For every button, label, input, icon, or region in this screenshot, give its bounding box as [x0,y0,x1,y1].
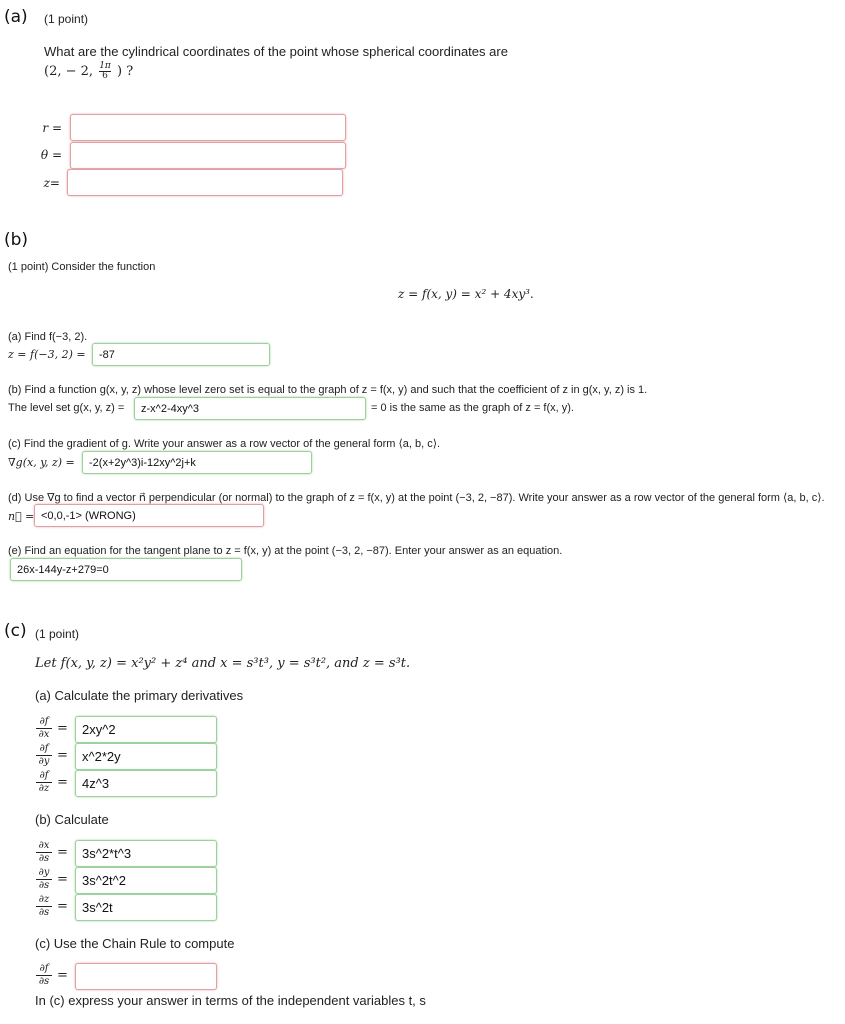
equals-sign: = [57,899,68,914]
qb-input[interactable]: z-x^2-4xy^3 [134,397,366,420]
z-label: z= [43,176,60,190]
qb-label: The level set g(x, y, z) = [8,402,125,414]
section-b-label: (b) [4,230,29,250]
partial-f-z-input[interactable]: 4z^3 [75,770,217,797]
theta-label: θ = [40,148,62,162]
qe-prompt: (e) Find an equation for the tangent plane to z = f(x, y) at the point (−3, 2, −87). Enter your answer as an equation. [8,545,563,557]
qc-label: ∇g(x, y, z) = [8,456,75,469]
qa-input[interactable]: -87 [92,343,270,366]
spherical-coordinates: (2, − 2, $\frac{1\pi}{6}$ ) ? [44,61,134,81]
r-input[interactable] [70,114,346,141]
partial-x-s-fraction: $\frac{\partial x}{\partial s}$ [36,841,52,864]
partial-f-s-fraction: $\frac{\partial f}{\partial s}$ [36,964,52,987]
part-c-note: In (c) express your answer in terms of the independent variables t, s [35,993,426,1008]
qd-input[interactable]: <0,0,-1> (WRONG) [34,504,264,527]
qc-input[interactable]: -2(x+2y^3)i-12xy^2j+k [82,451,312,474]
equals-sign: = [57,872,68,887]
qb-prompt: (b) Find a function g(x, y, z) whose level zero set is equal to the graph of z = f(x, y) and such that the coefficient of z in g(x, y, z) is 1. [8,384,648,396]
equals-sign: = [57,775,68,790]
section-a-label: (a) [4,7,28,27]
equals-sign: = [57,968,68,983]
sub-b-heading: (b) Calculate [35,812,109,827]
partial-f-s-input[interactable] [75,963,217,990]
qd-label: n⃗ = [8,510,35,523]
qb-suffix: = 0 is the same as the graph of z = f(x, y). [371,402,574,414]
function-display: z = f(x, y) = x² + 4xy³. [398,287,534,301]
part-a-question: What are the cylindrical coordinates of the point whose spherical coordinates are [44,44,508,59]
part-c-statement: Let f(x, y, z) = x²y² + z⁴ and x = s³t³, y = s³t², and z = s³t. [35,656,411,671]
partial-z-s-fraction: $\frac{\partial z}{\partial s}$ [36,895,52,918]
equals-sign: = [57,845,68,860]
partial-f-x-fraction: $\frac{\partial f}{\partial x}$ [36,717,52,740]
partial-x-s-input[interactable]: 3s^2*t^3 [75,840,217,867]
qc-prompt: (c) Find the gradient of g. Write your answer as a row vector of the general form ⟨a, b, c⟩. [8,438,441,450]
partial-z-s-input[interactable]: 3s^2t [75,894,217,921]
partial-f-y-input[interactable]: x^2*2y [75,743,217,770]
partial-f-z-fraction: $\frac{\partial f}{\partial z}$ [36,771,52,794]
section-c-label: (c) [4,621,27,641]
qe-input[interactable]: 26x-144y-z+279=0 [10,558,242,581]
qa-prompt: (a) Find f(−3, 2). [8,331,88,343]
partial-f-y-fraction: $\frac{\partial f}{\partial y}$ [36,744,52,767]
r-label: r = [42,121,62,135]
z-input[interactable] [67,169,343,196]
sub-a-heading: (a) Calculate the primary derivatives [35,688,244,703]
qa-label: z = f(−3, 2) = [8,348,86,361]
equals-sign: = [57,748,68,763]
partial-f-x-input[interactable]: 2xy^2 [75,716,217,743]
partial-y-s-fraction: $\frac{\partial y}{\partial s}$ [36,868,52,891]
part-b-intro: (1 point) Consider the function [8,261,156,273]
qd-prompt: (d) Use ∇g to find a vector n⃗ perpendicular (or normal) to the graph of z = f(x, y) at the point (−3, 2, −87). Write your answer as a row vector of the general form ⟨a, b, c⟩. [8,492,825,504]
partial-y-s-input[interactable]: 3s^2t^2 [75,867,217,894]
section-a-points: (1 point) [44,12,89,26]
sub-c-heading: (c) Use the Chain Rule to compute [35,936,235,951]
equals-sign: = [57,721,68,736]
section-c-points: (1 point) [35,627,80,641]
theta-input[interactable] [70,142,346,169]
